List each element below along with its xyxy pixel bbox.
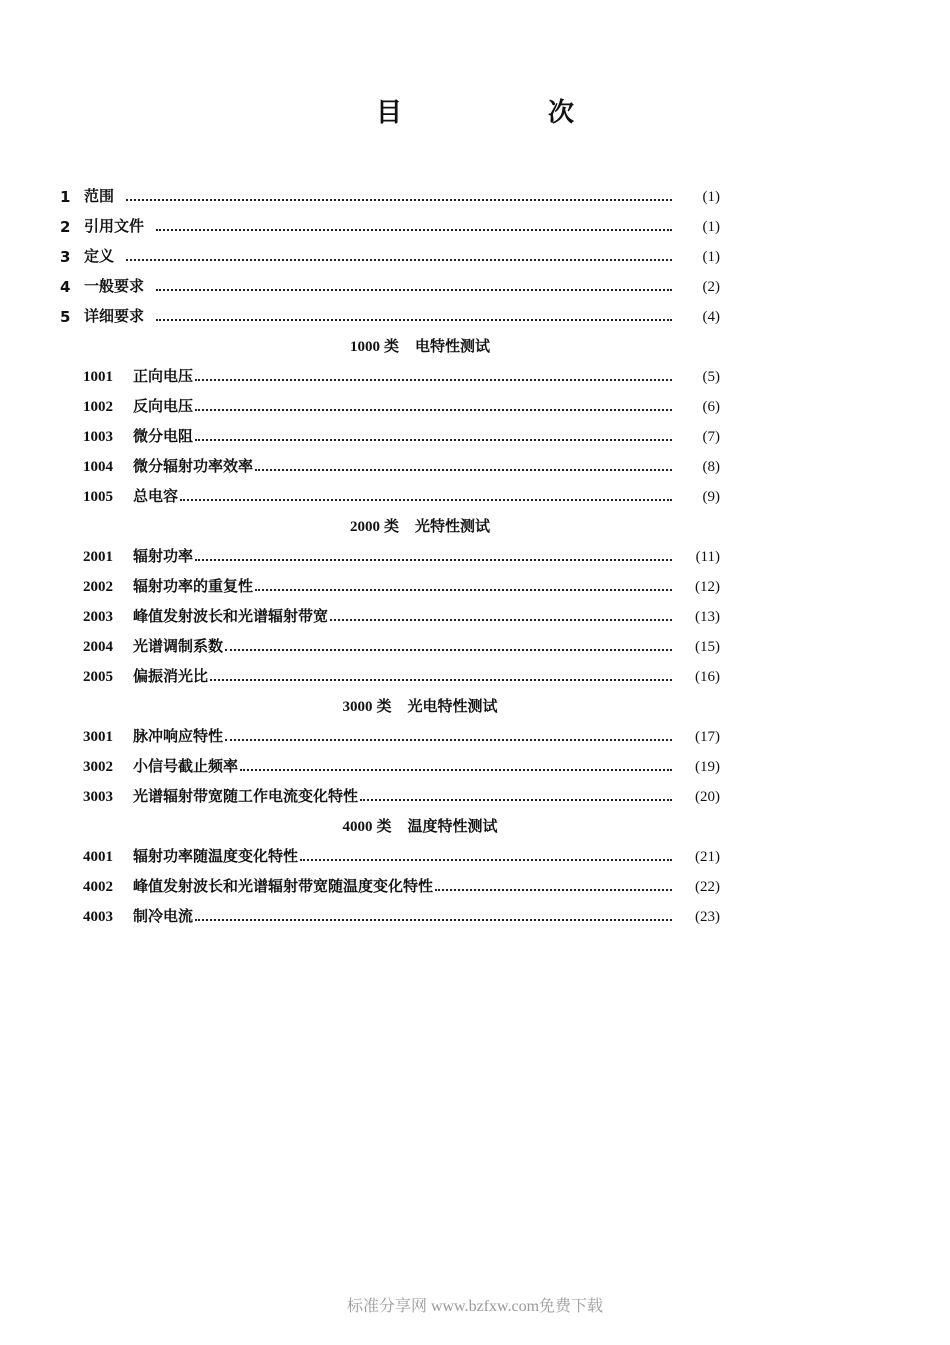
toc-entry-page: (17) xyxy=(695,729,720,745)
toc-entry-number: 2001 xyxy=(83,549,113,565)
dot-leader xyxy=(225,739,672,741)
section-category: 类 xyxy=(376,817,392,835)
toc-entry-number: 5 xyxy=(60,308,71,326)
toc-entry-page: (23) xyxy=(695,909,720,925)
toc-entry-title: 峰值发射波长和光谱辐射带宽 xyxy=(133,607,329,625)
section-name: 光电特性测试 xyxy=(407,697,498,715)
toc-entry-title: 脉冲响应特性 xyxy=(133,727,224,745)
section-category: 类 xyxy=(383,517,399,535)
toc-entry-page: (1) xyxy=(702,249,720,265)
toc-entry-page: (2) xyxy=(702,279,720,295)
toc-entry[interactable] xyxy=(60,836,720,866)
toc-entry-page: (22) xyxy=(695,879,720,895)
toc-entry-number: 1 xyxy=(60,188,71,206)
toc-entry[interactable] xyxy=(60,716,720,746)
dot-leader xyxy=(180,499,672,501)
toc-entry[interactable] xyxy=(60,596,720,626)
toc-entry[interactable] xyxy=(60,656,720,686)
toc-entry-page: (1) xyxy=(702,189,720,205)
toc-entry-title: 辐射功率 xyxy=(133,547,194,565)
dot-leader xyxy=(330,619,672,621)
toc-entry-page: (6) xyxy=(702,399,720,415)
toc-entry[interactable] xyxy=(60,866,720,896)
toc-entry-title: 定义 xyxy=(84,247,115,265)
toc-entry[interactable] xyxy=(60,266,720,296)
toc-entry[interactable] xyxy=(60,206,720,236)
section-name: 温度特性测试 xyxy=(407,817,498,835)
dot-leader xyxy=(210,679,672,681)
toc-entry-number: 3002 xyxy=(83,759,113,775)
toc-entry-number: 2 xyxy=(60,218,71,236)
toc-entry-page: (20) xyxy=(695,789,720,805)
toc-entry-title: 峰值发射波长和光谱辐射带宽随温度变化特性 xyxy=(133,877,434,895)
toc-entry-number: 1003 xyxy=(83,429,113,445)
toc-entry[interactable] xyxy=(60,386,720,416)
toc-entry-title: 辐射功率随温度变化特性 xyxy=(133,847,299,865)
toc-entry[interactable] xyxy=(60,476,720,506)
section-category: 类 xyxy=(376,697,392,715)
toc-entry-number: 1002 xyxy=(83,399,113,415)
section-heading xyxy=(60,506,720,536)
toc-entry-page: (15) xyxy=(695,639,720,655)
toc-entry-title: 光谱调制系数 xyxy=(133,637,224,655)
toc-entry[interactable] xyxy=(60,896,720,926)
toc-entry[interactable] xyxy=(60,296,720,326)
toc-entry[interactable] xyxy=(60,176,720,206)
toc-entry[interactable] xyxy=(60,746,720,776)
toc-entry-title: 小信号截止频率 xyxy=(133,757,239,775)
toc-entry-page: (7) xyxy=(702,429,720,445)
section-code: 2000 xyxy=(349,519,380,535)
section-category: 类 xyxy=(383,337,399,355)
dot-leader xyxy=(435,889,672,891)
toc-entry-page: (16) xyxy=(695,669,720,685)
toc-entry-title: 总电容 xyxy=(133,487,179,505)
toc-entry-number: 1001 xyxy=(83,369,113,385)
toc-entry-number: 2003 xyxy=(83,609,113,625)
toc-entry-page: (8) xyxy=(702,459,720,475)
table-of-contents xyxy=(60,176,720,926)
toc-entry-title: 光谱辐射带宽随工作电流变化特性 xyxy=(133,787,359,805)
toc-entry-page: (11) xyxy=(695,549,720,565)
toc-entry[interactable] xyxy=(60,416,720,446)
toc-entry-number: 2005 xyxy=(83,669,113,685)
dot-leader xyxy=(195,379,672,381)
toc-entry-page: (13) xyxy=(695,609,720,625)
dot-leader xyxy=(156,319,672,321)
toc-entry-number: 4 xyxy=(60,278,71,296)
toc-entry-page: (4) xyxy=(702,309,720,325)
toc-entry-title: 微分电阻 xyxy=(133,427,194,445)
toc-entry-title: 微分辐射功率效率 xyxy=(133,457,254,475)
toc-entry-title: 辐射功率的重复性 xyxy=(133,577,254,595)
dot-leader xyxy=(156,229,672,231)
toc-entry-number: 3003 xyxy=(83,789,113,805)
dot-leader xyxy=(240,769,672,771)
section-name: 光特性测试 xyxy=(415,517,491,535)
toc-entry-title: 详细要求 xyxy=(84,307,145,325)
toc-entry-number: 3001 xyxy=(83,729,113,745)
section-heading xyxy=(60,806,720,836)
dot-leader xyxy=(300,859,672,861)
page-title: 目 次 xyxy=(375,98,634,128)
toc-entry-title: 引用文件 xyxy=(84,217,145,235)
toc-entry-page: (12) xyxy=(695,579,720,595)
dot-leader xyxy=(195,439,672,441)
toc-entry-number: 1004 xyxy=(83,459,113,475)
toc-entry-number: 4003 xyxy=(83,909,113,925)
toc-entry-title: 反向电压 xyxy=(133,397,194,415)
toc-entry-page: (1) xyxy=(702,219,720,235)
dot-leader xyxy=(195,559,672,561)
dot-leader xyxy=(255,589,672,591)
toc-entry-title: 正向电压 xyxy=(133,367,194,385)
section-heading xyxy=(60,326,720,356)
dot-leader xyxy=(156,289,672,291)
toc-entry-title: 制冷电流 xyxy=(133,907,194,925)
dot-leader xyxy=(126,259,672,261)
toc-entry[interactable] xyxy=(60,566,720,596)
toc-entry[interactable] xyxy=(60,536,720,566)
toc-entry-number: 2004 xyxy=(83,639,113,655)
dot-leader xyxy=(195,409,672,411)
toc-entry-page: (5) xyxy=(702,369,720,385)
toc-entry-page: (19) xyxy=(695,759,720,775)
toc-entry-number: 4002 xyxy=(83,879,113,895)
toc-entry[interactable] xyxy=(60,236,720,266)
section-code: 4000 xyxy=(342,819,373,835)
toc-entry[interactable] xyxy=(60,626,720,656)
dot-leader xyxy=(126,199,672,201)
toc-entry-number: 4001 xyxy=(83,849,113,865)
dot-leader xyxy=(255,469,672,471)
toc-entry-number: 1005 xyxy=(83,489,113,505)
toc-entry[interactable] xyxy=(60,776,720,806)
section-name: 电特性测试 xyxy=(415,337,491,355)
section-heading xyxy=(60,686,720,716)
section-code: 3000 xyxy=(342,699,373,715)
dot-leader xyxy=(195,919,672,921)
section-code: 1000 xyxy=(349,339,380,355)
toc-entry[interactable] xyxy=(60,356,720,386)
toc-entry-page: (9) xyxy=(702,489,720,505)
dot-leader xyxy=(360,799,672,801)
watermark-footer: 标准分享网 www.bzfxw.com免费下载 xyxy=(346,1298,604,1315)
toc-entry[interactable] xyxy=(60,446,720,476)
toc-entry-page: (21) xyxy=(695,849,720,865)
dot-leader xyxy=(225,649,672,651)
toc-entry-title: 范围 xyxy=(84,187,115,205)
toc-entry-number: 2002 xyxy=(83,579,113,595)
toc-entry-title: 偏振消光比 xyxy=(133,667,209,685)
toc-entry-number: 3 xyxy=(60,248,71,266)
toc-entry-title: 一般要求 xyxy=(84,277,145,295)
